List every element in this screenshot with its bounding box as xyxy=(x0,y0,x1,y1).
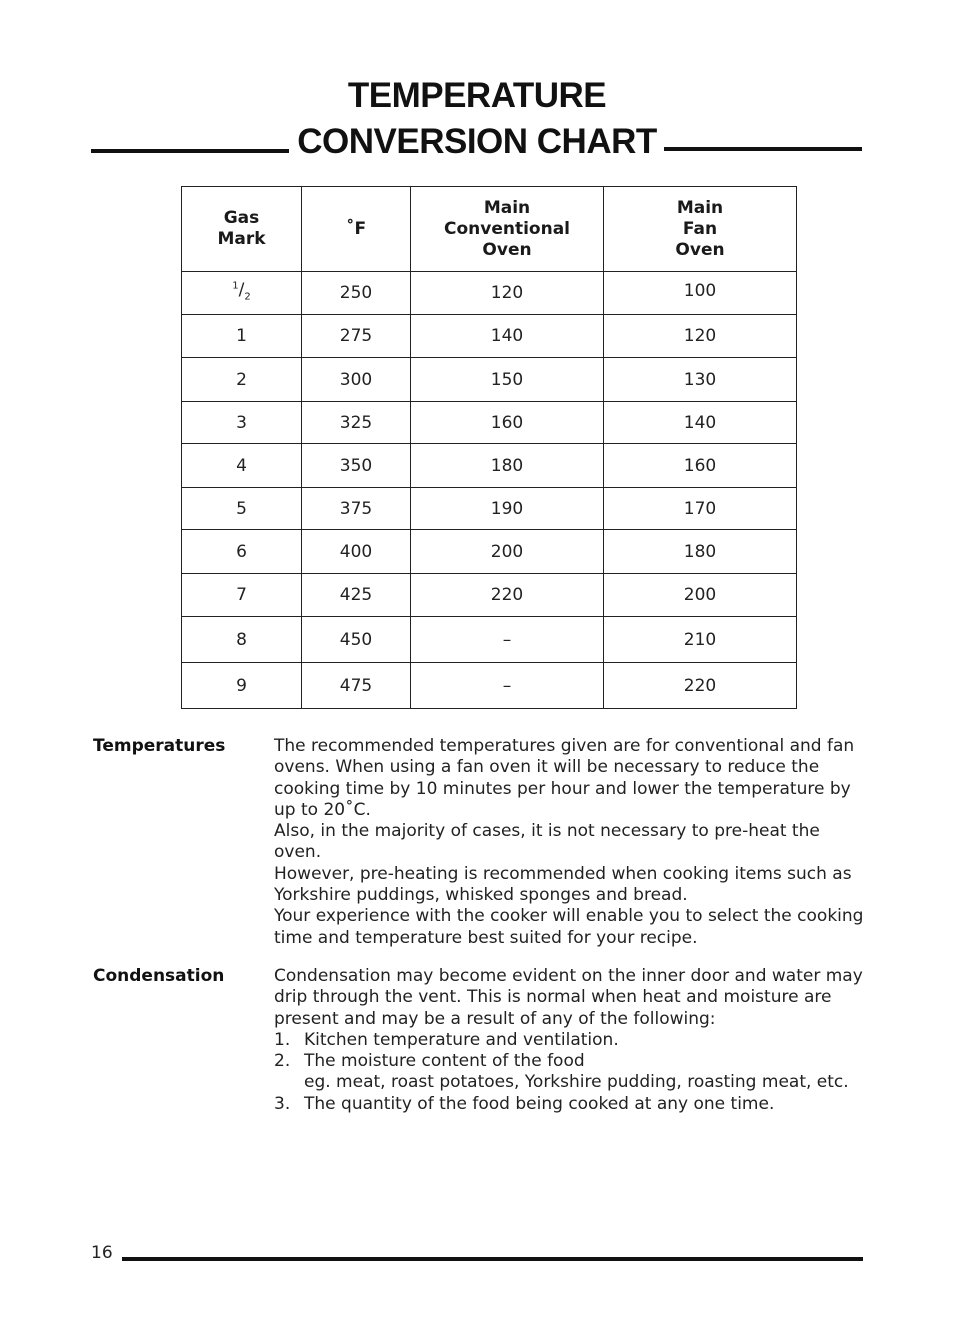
cell-fan: 200 xyxy=(604,574,797,617)
header-fahrenheit: ˚F xyxy=(302,187,411,272)
cell-fahrenheit: 300 xyxy=(302,358,411,402)
list-item-text: Kitchen temperature and ventilation. xyxy=(304,1029,619,1050)
header-conventional-oven xyxy=(411,187,604,272)
table-row xyxy=(182,530,797,574)
title-line-1: TEMPERATURE xyxy=(347,76,607,115)
temperatures-paragraph: The recommended temperatures given are for conventional and fan ovens. When using a fan oven it will be necessary to reduce the cooking time by 10 minutes per hour and lower the temperature by up to 20˚C. xyxy=(274,736,855,820)
condensation-body xyxy=(274,966,864,1115)
title-line-2: CONVERSION CHART xyxy=(297,122,657,161)
list-item-number: 3. xyxy=(274,1093,291,1114)
cell-fan: 140 xyxy=(604,402,797,444)
temperatures-body xyxy=(274,736,864,949)
cell-fahrenheit: 475 xyxy=(302,663,411,709)
cell-fan: 180 xyxy=(604,530,797,574)
list-item-subtext: eg. meat, roast potatoes, Yorkshire pudding, roasting meat, etc. xyxy=(304,1072,849,1093)
table-row xyxy=(182,402,797,444)
cell-fan: 100 xyxy=(604,272,797,315)
cell-conventional: 150 xyxy=(411,358,604,402)
cell-fahrenheit: 425 xyxy=(302,574,411,617)
title-rule-right xyxy=(664,147,862,151)
list-item-text: The quantity of the food being cooked at any one time. xyxy=(304,1093,775,1114)
cell-gas-mark: 9 xyxy=(182,663,302,709)
table-row xyxy=(182,358,797,402)
table-row xyxy=(182,663,797,709)
half-numerator: 1 xyxy=(232,280,239,292)
cell-fan: 160 xyxy=(604,444,797,488)
cell-fahrenheit: 325 xyxy=(302,402,411,444)
condensation-heading: Condensation xyxy=(93,966,225,986)
table-row xyxy=(182,574,797,617)
cell-conventional: 160 xyxy=(411,402,604,444)
condensation-section xyxy=(93,966,863,1141)
header-fan-oven xyxy=(604,187,797,272)
header-fan-line: Main xyxy=(676,197,724,218)
list-item-number: 1. xyxy=(274,1029,291,1050)
cell-conventional: – xyxy=(411,663,604,709)
header-fan-line: Fan xyxy=(682,218,718,239)
title-rule-left xyxy=(91,149,289,153)
footer-rule xyxy=(122,1257,863,1261)
header-conventional-line: Conventional xyxy=(443,218,570,239)
table-row xyxy=(182,272,797,315)
page-number: 16 xyxy=(91,1243,113,1263)
cell-gas-mark: 2 xyxy=(182,358,302,402)
cell-fan: 120 xyxy=(604,315,797,358)
cell-fan: 130 xyxy=(604,358,797,402)
table-row xyxy=(182,444,797,488)
list-item xyxy=(274,1051,864,1094)
cell-fahrenheit: 250 xyxy=(302,272,411,315)
list-item xyxy=(274,1094,864,1115)
list-item-number: 2. xyxy=(274,1051,291,1072)
title-row-2 xyxy=(0,118,954,166)
temperatures-paragraph: Your experience with the cooker will enable you to select the cooking time and temperature best suited for your recipe. xyxy=(274,906,864,948)
cell-conventional: 200 xyxy=(411,530,604,574)
half-fraction xyxy=(232,280,251,303)
conversion-table xyxy=(181,186,797,709)
cell-gas-mark-half xyxy=(182,272,302,315)
table-row xyxy=(182,488,797,530)
half-denominator: 2 xyxy=(244,291,251,303)
header-gas-mark-line: Gas xyxy=(223,208,260,228)
list-item-text: The moisture content of the food xyxy=(304,1051,585,1072)
condensation-list xyxy=(274,1030,864,1115)
header-conventional-line: Main xyxy=(483,197,531,218)
temperatures-paragraph: However, pre-heating is recommended when cooking items such as Yorkshire puddings, whisked sponges and bread. xyxy=(274,863,852,906)
cell-gas-mark: 1 xyxy=(182,315,302,358)
header-conventional-line: Oven xyxy=(482,239,532,260)
half-slash: / xyxy=(238,280,245,300)
table-row xyxy=(182,617,797,663)
table-row xyxy=(182,315,797,358)
condensation-intro: Condensation may become evident on the inner door and water may drip through the vent. This is normal when heat and moisture are present and may be a result of any of the following: xyxy=(274,966,863,1029)
cell-gas-mark: 7 xyxy=(182,574,302,617)
temperatures-paragraph: Also, in the majority of cases, it is not necessary to pre-heat the oven. xyxy=(274,821,820,863)
cell-fahrenheit: 400 xyxy=(302,530,411,574)
table-header-row xyxy=(182,187,797,272)
cell-conventional: 120 xyxy=(411,272,604,315)
cell-gas-mark: 3 xyxy=(182,402,302,444)
cell-conventional: – xyxy=(411,617,604,663)
cell-fan: 170 xyxy=(604,488,797,530)
list-item xyxy=(274,1030,864,1051)
cell-fan: 210 xyxy=(604,617,797,663)
cell-conventional: 190 xyxy=(411,488,604,530)
header-gas-mark xyxy=(182,187,302,272)
cell-fahrenheit: 350 xyxy=(302,444,411,488)
header-gas-mark-line: Mark xyxy=(217,229,266,249)
cell-fahrenheit: 375 xyxy=(302,488,411,530)
temperatures-section xyxy=(93,736,863,951)
cell-fahrenheit: 450 xyxy=(302,617,411,663)
cell-gas-mark: 5 xyxy=(182,488,302,530)
cell-gas-mark: 6 xyxy=(182,530,302,574)
cell-fahrenheit: 275 xyxy=(302,315,411,358)
cell-conventional: 140 xyxy=(411,315,604,358)
temperatures-heading: Temperatures xyxy=(93,736,226,756)
cell-fan: 220 xyxy=(604,663,797,709)
cell-gas-mark: 4 xyxy=(182,444,302,488)
cell-conventional: 220 xyxy=(411,574,604,617)
cell-conventional: 180 xyxy=(411,444,604,488)
header-fan-line: Oven xyxy=(675,239,725,260)
cell-gas-mark: 8 xyxy=(182,617,302,663)
